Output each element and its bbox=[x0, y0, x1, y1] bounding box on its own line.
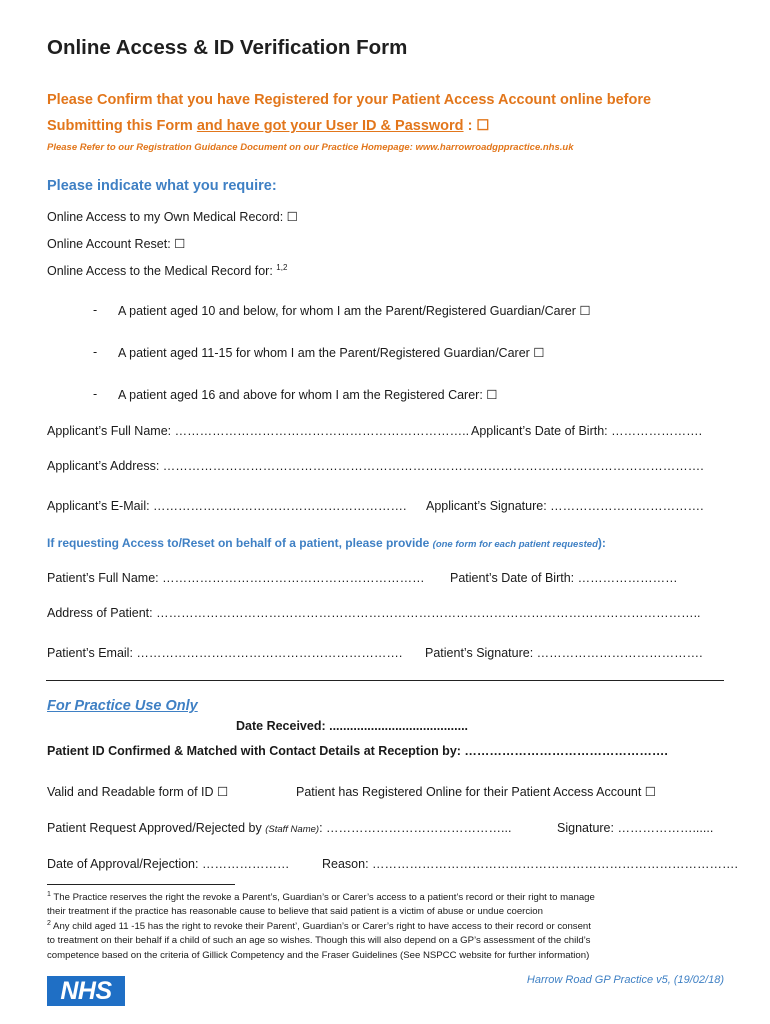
patient-request-end: ): bbox=[597, 536, 606, 550]
nhs-logo: NHS bbox=[47, 976, 125, 1006]
approved-by-dots: : ……………………………………... bbox=[319, 821, 512, 835]
option-aged-10-below[interactable]: A patient aged 10 and below, for whom I am the Parent/Registered Guardian/Carer ☐ bbox=[118, 304, 591, 318]
confirm-line-2-start: Submitting this Form bbox=[47, 118, 197, 134]
practice-use-heading: For Practice Use Only bbox=[47, 698, 198, 714]
patient-email-field[interactable]: Patient’s Email: ………………………………………………………. bbox=[47, 646, 403, 660]
guidance-note: Please Refer to our Registration Guidance Document on our Practice Homepage: www.harrowroadgppractice.nhs.uk bbox=[47, 142, 574, 153]
approved-by-field[interactable] bbox=[47, 821, 511, 835]
footnote-1-line-2: their treatment if the practice has reasonable cause to believe that said patient is a victim of abuse or undue coercion bbox=[47, 906, 543, 917]
footnote-divider bbox=[47, 884, 235, 885]
patient-name-field[interactable]: Patient’s Full Name: ……………………………………………………… bbox=[47, 571, 425, 585]
footnote-1-line-1 bbox=[47, 891, 595, 903]
date-received-field[interactable]: Date Received: ........................................ bbox=[236, 719, 469, 733]
version-label: Harrow Road GP Practice v5, (19/02/18) bbox=[526, 974, 724, 986]
account-reset-option[interactable]: Online Account Reset: ☐ bbox=[47, 237, 186, 251]
applicant-signature-field[interactable]: Applicant’s Signature: ………………………………. bbox=[426, 499, 704, 513]
valid-id-option[interactable]: Valid and Readable form of ID ☐ bbox=[47, 785, 229, 799]
access-for-text: Online Access to the Medical Record for: bbox=[47, 264, 277, 279]
footnote-2-line-2: to treatment on their behalf if a child of such an age so wishes. Though this will also depend on a GP’s assessment of the child’s bbox=[47, 935, 591, 946]
confirm-line-2-underlined: and have got your User ID & Password bbox=[196, 118, 464, 134]
footnote-1-text: The Practice reserves the right the revoke a Parent’s, Guardian’s or Carer’s access to a patient’s record or their right to manage bbox=[50, 892, 595, 904]
registered-online-option[interactable]: Patient has Registered Online for their Patient Access Account ☐ bbox=[296, 785, 657, 799]
patient-signature-field[interactable]: Patient’s Signature: …………………………………. bbox=[425, 646, 703, 660]
patient-dob-field[interactable]: Patient’s Date of Birth: …………………… bbox=[450, 571, 678, 585]
footnote-2-text: Any child aged 11 -15 has the right to revoke their Parent’, Guardian’s or Carer’s right to have access to their record or consent bbox=[50, 921, 591, 933]
reason-field[interactable]: Reason: ……………………………………………………………………………. bbox=[322, 857, 739, 871]
patient-address-field[interactable]: Address of Patient: ………………………………………………………………………………………………………………….. bbox=[47, 606, 701, 620]
section-divider bbox=[46, 680, 724, 681]
bullet-dash: - bbox=[93, 345, 98, 359]
page-title: Online Access & ID Verification Form bbox=[47, 36, 408, 59]
approval-date-field[interactable]: Date of Approval/Rejection: ………………… bbox=[47, 857, 290, 871]
bullet-dash: - bbox=[93, 303, 98, 317]
approved-by-label: Patient Request Approved/Rejected by bbox=[47, 821, 266, 835]
footnote-2-mark: 2 bbox=[47, 920, 51, 927]
confirm-line-1: Please Confirm that you have Registered for your Patient Access Account online before bbox=[47, 92, 652, 108]
confirm-checkbox[interactable]: : ☐ bbox=[463, 118, 490, 134]
staff-name-label: (Staff Name) bbox=[265, 824, 320, 835]
footnote-2-line-1 bbox=[47, 920, 591, 932]
own-record-option[interactable]: Online Access to my Own Medical Record: ☐ bbox=[47, 210, 298, 224]
applicant-email-field[interactable]: Applicant’s E-Mail: ……………………………………………………. bbox=[47, 499, 407, 513]
patient-request-heading bbox=[47, 536, 606, 550]
patient-request-text: If requesting Access to/Reset on behalf of a patient, please provide bbox=[47, 536, 430, 550]
practice-signature-field[interactable]: Signature: ………………...... bbox=[557, 821, 714, 835]
id-confirmed-field[interactable]: Patient ID Confirmed & Matched with Contact Details at Reception by: …………………………………………. bbox=[47, 744, 668, 758]
footnote-1-mark: 1 bbox=[47, 891, 51, 898]
applicant-dob-field[interactable]: Applicant’s Date of Birth: …………………. bbox=[471, 424, 703, 438]
patient-request-note: (one form for each patient requested bbox=[432, 539, 598, 550]
confirm-line-2 bbox=[47, 118, 489, 134]
bullet-dash: - bbox=[93, 387, 98, 401]
require-heading: Please indicate what you require: bbox=[47, 178, 277, 194]
applicant-name-field[interactable]: Applicant’s Full Name: …………………………………………………………….. bbox=[47, 424, 470, 438]
footnote-2-line-3: competence based on the criteria of Gillick Competency and the Fraser Guidelines (See NSPCC website for further information) bbox=[47, 950, 590, 961]
option-aged-11-15[interactable]: A patient aged 11-15 for whom I am the Parent/Registered Guardian/Carer ☐ bbox=[118, 346, 545, 360]
access-for-label bbox=[47, 263, 287, 278]
option-aged-16-above[interactable]: A patient aged 16 and above for whom I am the Registered Carer: ☐ bbox=[118, 388, 498, 402]
footnote-ref: 1,2 bbox=[276, 263, 288, 272]
applicant-address-field[interactable]: Applicant’s Address: …………………………………………………………………………………………………………………. bbox=[47, 459, 704, 473]
